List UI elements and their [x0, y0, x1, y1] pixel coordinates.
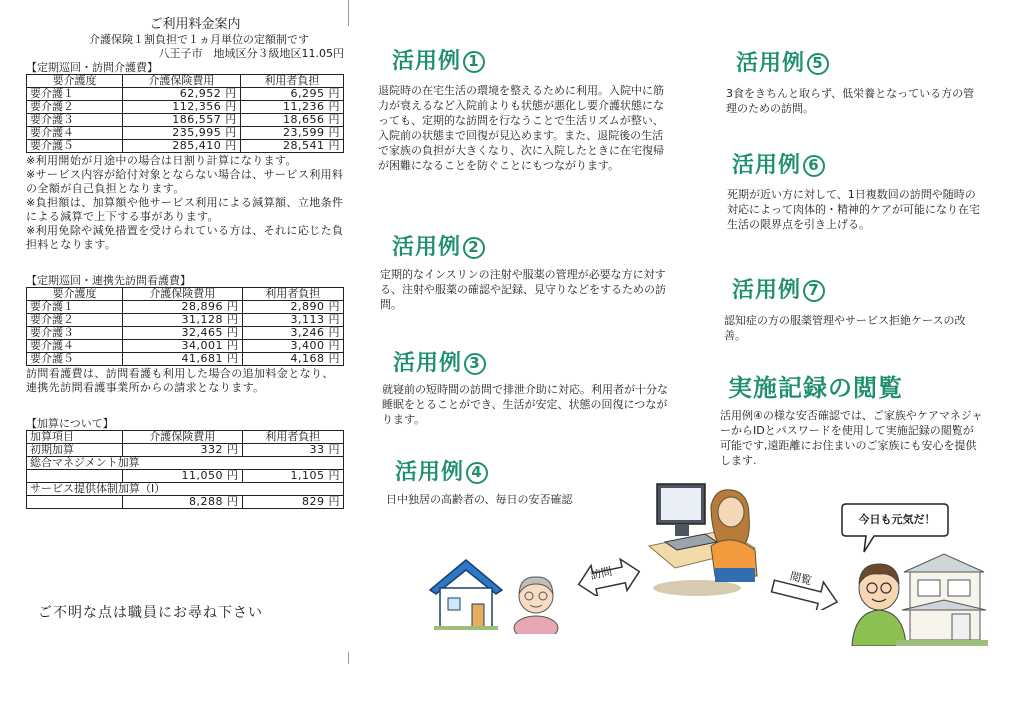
- fee-guide-subtitle: 介護保険１割負担で１ヵ月単位の定額制です: [89, 33, 309, 46]
- view-arrow-label: 閲覧: [788, 569, 814, 588]
- column-header: 介護保険費用: [123, 431, 243, 444]
- example-5-text: 3食をきちんと取らず、低栄養となっている方の管理のための訪問。: [726, 87, 975, 115]
- visit-care-table: [26, 74, 344, 153]
- additions-heading: 【加算について】: [26, 417, 114, 430]
- fold-mark-top: [348, 0, 349, 26]
- note-line: ※負担額は、加算額や他サービス利用による減算額、立地条件による減算で上下する事があります。: [26, 196, 344, 223]
- column-header: 介護保険費用: [123, 75, 241, 88]
- example-2-text: 定期的なインスリンの注射や服薬の管理が必要な方に対する、注射や服薬の確認や記録、見守りなどをするための訪問。: [380, 268, 666, 311]
- example-label: 活用例: [395, 460, 465, 485]
- table-row: [27, 327, 344, 340]
- table-row: [27, 114, 344, 127]
- table-row: [27, 496, 344, 509]
- region-note: 八王子市 地域区分３級地区11.05円: [158, 47, 344, 60]
- records-text: 活用例④の様な安否確認では、ご家族やケアマネジャーからIDとパスワードを使用して実施記録の閲覧が可能です,遠距離にお住まいのご家族にも安心を提供します.: [720, 409, 983, 467]
- user-cost: 3,400 円: [242, 340, 344, 353]
- example-4-text: 日中独居の高齢者の、毎日の安否確認: [386, 493, 573, 506]
- example-6-text: 死期が近い方に対して、1日複数回の訪問や随時の対応によって肉体的・精神的ケアが可能になり在宅生活の限界点を引き上げる。: [727, 188, 980, 231]
- speech-bubble: [840, 502, 950, 554]
- addition-name: サービス提供体制加算（Ⅰ）: [27, 483, 344, 496]
- records-heading: 実施記録の閲覧: [728, 374, 903, 402]
- house-illustration: [428, 556, 504, 632]
- care-level: 要介護１: [27, 301, 123, 314]
- user-cost: 28,541 円: [240, 140, 343, 153]
- insurance-cost: 186,557 円: [123, 114, 241, 127]
- visit-nursing-heading: 【定期巡回・連携先訪問看護費】: [26, 274, 191, 287]
- visit-nursing-table: [26, 287, 344, 366]
- insurance-cost: 8,288 円: [123, 496, 243, 509]
- circled-number: 7: [803, 280, 825, 302]
- user-cost: 23,599 円: [240, 127, 343, 140]
- insurance-cost: 112,356 円: [123, 101, 241, 114]
- insurance-cost: 28,896 円: [123, 301, 243, 314]
- column-header: 要介護度: [27, 288, 123, 301]
- table-header-row: [27, 288, 344, 301]
- note-line: ※利用免除や減免措置を受けられている方は、それに応じた負担料となります。: [26, 224, 344, 251]
- note-line: ※サービス内容が給付対象とならない場合は、サービス利用料の全額が自己負担となります。: [26, 168, 344, 195]
- circled-number: 6: [803, 155, 825, 177]
- table-row: [27, 301, 344, 314]
- speech-bubble-text: 今日も元気だ！: [858, 513, 936, 526]
- example-label: 活用例: [736, 51, 806, 76]
- table-row: [27, 340, 344, 353]
- example-2-heading: [392, 230, 485, 261]
- example-label: 活用例: [392, 235, 462, 260]
- insurance-cost: 62,952 円: [123, 88, 241, 101]
- elderly-woman-illustration: [508, 568, 564, 634]
- circled-number: 3: [464, 353, 486, 375]
- insurance-cost: 41,681 円: [123, 353, 243, 366]
- care-level: 要介護４: [27, 340, 123, 353]
- user-cost: 3,246 円: [242, 327, 344, 340]
- table-row: [27, 140, 344, 153]
- visit-nursing-note: 訪問看護費は、訪問看護も利用した場合の追加料金となり、連携先訪問看護事業所からの請求となります。: [26, 367, 334, 394]
- example-7-heading: [732, 273, 825, 304]
- blank-cell: [27, 470, 123, 483]
- example-label: 活用例: [732, 278, 802, 303]
- table-row: [27, 353, 344, 366]
- example-label: 活用例: [393, 351, 463, 376]
- example-7-text: 認知症の方の服薬管理やサービス拒絶ケースの改善。: [724, 314, 966, 342]
- table-row: [27, 470, 344, 483]
- insurance-cost: 235,995 円: [123, 127, 241, 140]
- care-level: 要介護５: [27, 140, 123, 153]
- insurance-cost: 285,410 円: [123, 140, 241, 153]
- care-level: 要介護３: [27, 327, 123, 340]
- care-level: 要介護２: [27, 314, 123, 327]
- circled-number: 1: [463, 51, 485, 73]
- table-header-row: [27, 431, 344, 444]
- table-row: [27, 314, 344, 327]
- table-row: [27, 127, 344, 140]
- visit-arrow-label: 訪問: [588, 564, 614, 583]
- circled-number: 2: [463, 237, 485, 259]
- example-3-text: 就寝前の短時間の訪問で排泄介助に対応。利用者が十分な睡眠をとることができ、生活が安定、状態の回復につながります。: [382, 383, 668, 426]
- column-header: 利用者負担: [242, 431, 344, 444]
- user-cost: 829 円: [242, 496, 344, 509]
- care-manager-computer-illustration: [645, 476, 763, 598]
- additions-table: [26, 430, 344, 509]
- closing-message: ご不明な点は職員にお尋ね下さい: [38, 605, 263, 621]
- example-1-heading: [392, 44, 485, 75]
- circled-number: 4: [466, 462, 488, 484]
- fold-mark-bottom: [348, 652, 349, 664]
- user-cost: 3,113 円: [242, 314, 344, 327]
- fee-guide: [26, 18, 344, 509]
- addition-name: 総合マネジメント加算: [27, 457, 344, 470]
- care-level: 要介護１: [27, 88, 123, 101]
- user-cost: 2,890 円: [242, 301, 344, 314]
- table-row: [27, 483, 344, 496]
- care-level: 要介護４: [27, 127, 123, 140]
- insurance-cost: 32,465 円: [123, 327, 243, 340]
- table-row: [27, 457, 344, 470]
- user-cost: 18,656 円: [240, 114, 343, 127]
- care-level: 要介護５: [27, 353, 123, 366]
- care-level: 要介護２: [27, 101, 123, 114]
- example-5-heading: [736, 46, 829, 77]
- insurance-cost: 332 円: [123, 444, 243, 457]
- care-level: 要介護３: [27, 114, 123, 127]
- visit-care-heading: 【定期巡回・訪問介護費】: [26, 61, 158, 74]
- table-row: [27, 101, 344, 114]
- insurance-cost: 34,001 円: [123, 340, 243, 353]
- visit-care-notes: [26, 154, 344, 252]
- user-cost: 11,236 円: [240, 101, 343, 114]
- column-header: 利用者負担: [240, 75, 343, 88]
- user-cost: 6,295 円: [240, 88, 343, 101]
- insurance-cost: 31,128 円: [123, 314, 243, 327]
- blank-cell: [27, 496, 123, 509]
- table-row: [27, 444, 344, 457]
- insurance-cost: 11,050 円: [123, 470, 243, 483]
- circled-number: 5: [807, 53, 829, 75]
- example-3-heading: [393, 346, 486, 377]
- column-header: 要介護度: [27, 75, 123, 88]
- user-cost: 1,105 円: [242, 470, 344, 483]
- family-house-illustration: [896, 548, 988, 648]
- user-cost: 33 円: [242, 444, 344, 457]
- user-cost: 4,168 円: [242, 353, 344, 366]
- table-row: [27, 88, 344, 101]
- example-6-heading: [732, 148, 825, 179]
- example-label: 活用例: [732, 153, 802, 178]
- example-1-text: 退院時の在宅生活の環境を整えるために利用。入院中に筋力が衰えるなど入院前よりも状態が悪化し要介護状態になっても、定期的な訪問を行なうことで生活リズムが整い、入院前の状態まで回復が見込めます。また、退院後の生活で家族の負担が大きくなり、次に入院したときに在宅復帰が困難になることを防ぐことにもつながります。: [378, 84, 664, 172]
- note-line: ※利用開始が月途中の場合は日割り計算になります。: [26, 154, 297, 167]
- table-header-row: [27, 75, 344, 88]
- column-header: 介護保険費用: [123, 288, 243, 301]
- column-header: 加算項目: [27, 431, 123, 444]
- fee-guide-title: ご利用料金案内: [149, 17, 241, 32]
- example-label: 活用例: [392, 49, 462, 74]
- addition-name: 初期加算: [27, 444, 123, 457]
- column-header: 利用者負担: [242, 288, 344, 301]
- example-4-heading: [395, 455, 488, 486]
